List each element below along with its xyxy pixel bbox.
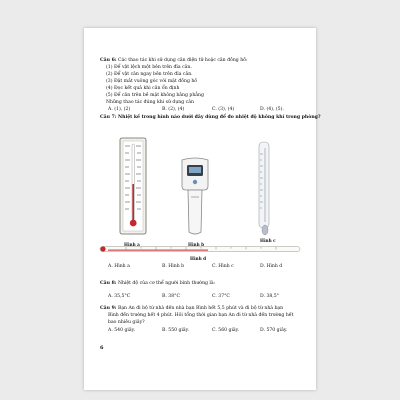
q6-option-c: C. (3), (4): [212, 107, 235, 112]
q6-question: Những thao tác đúng khi sử dụng cân: [106, 100, 194, 105]
q9-option-c: C. 560 giây.: [212, 328, 240, 333]
horizontal-thermometer-image: [96, 245, 306, 253]
q8-option-a: A. 35,5°C: [108, 294, 131, 299]
q8-label: Câu 8:: [100, 281, 117, 286]
q9-option-b: B. 550 giây.: [162, 328, 190, 333]
document-page: [84, 28, 321, 390]
q8-stem: [100, 281, 215, 286]
q6-step-2: (2) Để vật cân ngay bên trên đĩa cân.: [106, 72, 193, 77]
caption-hinh-d: Hình d: [190, 256, 207, 261]
glass-thermometer-image: [256, 140, 272, 240]
wall-thermometer-image: [118, 136, 148, 236]
q8-option-c: C. 37°C: [212, 294, 230, 299]
q8-text: Nhiệt độ của cơ thể người bình thường là:: [117, 281, 216, 286]
q8-option-b: B. 38°C: [162, 294, 180, 299]
q7-label: Câu 7:: [100, 115, 117, 120]
q7-text: Nhiệt kế trong hình nào dưới đây dùng để đo nhiệt độ không khí trong phòng?: [117, 115, 321, 120]
q6-step-4: (4) Đọc kết quả khi cân ổn định: [106, 86, 180, 91]
q6-option-a: A. (1), (2): [108, 107, 131, 112]
q6-option-d: D. (4), (5).: [260, 107, 284, 112]
q6-step-1: (1) Để vật lệch một bên trên đĩa cân.: [106, 65, 192, 70]
q6-label: Câu 6:: [100, 58, 117, 63]
q7-option-d: D. Hình d: [260, 264, 283, 269]
q6-text: Các thao tác khi sử dụng cân điện tử hoặc cân đồng hồ:: [117, 58, 248, 63]
q9-text-line-2: Bình đến trường hết 4 phút. Hỏi tổng thời gian bạn An đi từ nhà đến trường hết: [108, 313, 294, 318]
q7-option-c: C. Hình c: [212, 264, 234, 269]
page-number: 6: [100, 345, 104, 351]
q9-text-line-3: bao nhiêu giây?: [108, 320, 145, 325]
infrared-thermometer-image: [178, 156, 212, 238]
q6-option-b: B. (2), (4): [162, 107, 185, 112]
q6-step-5: (5) Để cân trên bề mặt không bằng phẳng: [106, 93, 204, 98]
caption-hinh-c: Hình c: [260, 238, 276, 243]
q7-option-b: B. Hình b: [162, 264, 185, 269]
q7-option-a: A. Hình a: [108, 264, 130, 269]
q9-label: Câu 9:: [100, 306, 117, 311]
q6-step-3: (3) Đặt mắt vuông góc với mặt đồng hồ: [106, 79, 198, 84]
q9-option-a: A. 540 giây.: [108, 328, 136, 333]
q7-stem: [100, 115, 321, 120]
q8-option-d: D. 38,5°: [260, 294, 279, 299]
q6-stem: [100, 58, 248, 63]
q9-option-d: D. 570 giây.: [260, 328, 288, 333]
caption-hinh-b: Hình b: [188, 242, 205, 247]
caption-hinh-a: Hình a: [124, 242, 140, 247]
q9-text-line-1: Bạn An đi bộ từ nhà đến nhà bạn Bình hết 5,5 phút và đi bộ từ nhà bạn: [117, 306, 284, 311]
q9-stem: [100, 306, 283, 311]
